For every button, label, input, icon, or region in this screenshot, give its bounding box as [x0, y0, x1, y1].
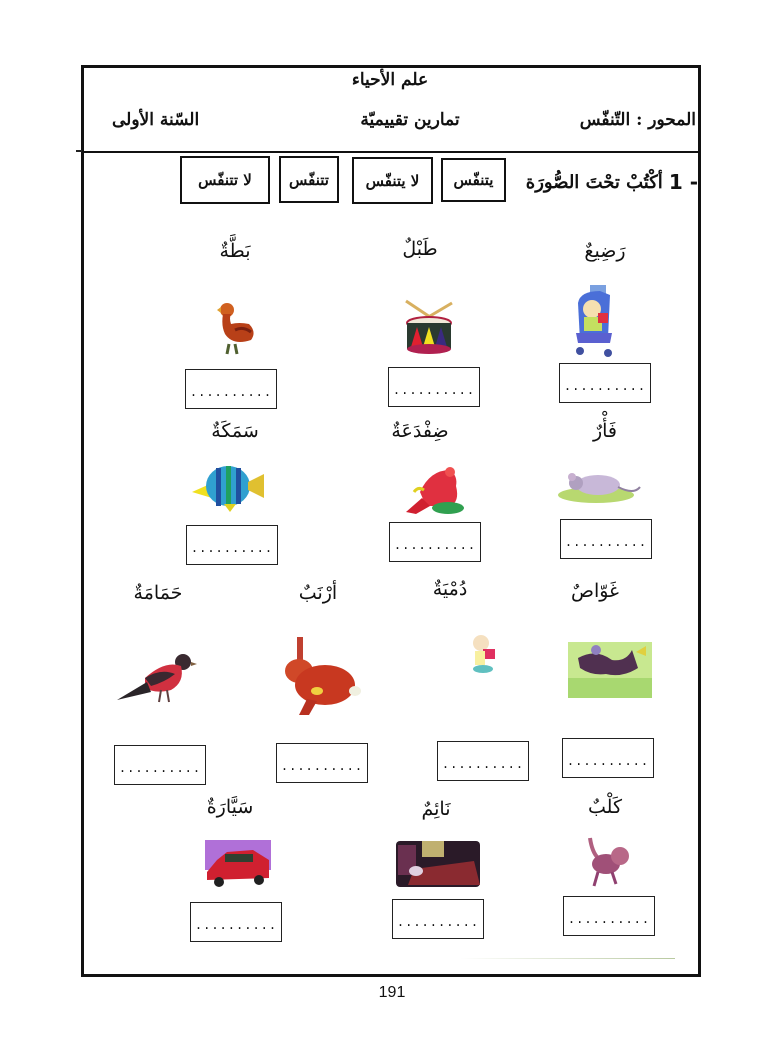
word-dog: كَلْبٌ: [588, 796, 622, 818]
header-divider: [81, 151, 701, 153]
answer-box-mouse[interactable]: ..........: [560, 519, 652, 559]
subject-title: علم الأحياء: [351, 70, 429, 90]
frog-picture: [400, 462, 475, 517]
word-duck: بَطَّةٌ: [219, 240, 251, 262]
answer-box-doll[interactable]: ..........: [437, 741, 529, 781]
page-number: 191: [378, 984, 406, 1001]
drum-picture: [403, 297, 455, 357]
word-rabbit: أرْنَبٌ: [298, 582, 338, 604]
baby-stroller-picture: [570, 283, 620, 358]
answer-box-diver[interactable]: ..........: [562, 738, 654, 778]
answer-box-fish[interactable]: ..........: [186, 525, 278, 565]
answer-box-sleeping[interactable]: ..........: [392, 899, 484, 939]
decorative-line: [460, 958, 675, 959]
answer-box-frog[interactable]: ..........: [389, 522, 481, 562]
rabbit-picture: [277, 633, 362, 718]
answer-box-car[interactable]: ..........: [190, 902, 282, 942]
option-not-breathes-m: لا يتنفّس: [352, 157, 433, 204]
divider-tick: [76, 150, 82, 152]
instruction: [526, 170, 698, 194]
car-picture: [203, 838, 273, 890]
option-not-breathes-f: لا تتنفّس: [180, 156, 270, 204]
instruction-text: أكْتُبْ تحْتَ الصُّورَة: [525, 171, 663, 193]
word-baby: رَضِيعٌ: [584, 240, 626, 262]
duck-picture: [213, 300, 258, 362]
pigeon-picture: [115, 648, 197, 706]
word-drum: طَبْلٌ: [402, 238, 438, 260]
word-diver: غَوّاصٌ: [570, 580, 619, 602]
dog-picture: [582, 832, 632, 890]
word-fish: سَمَكَةٌ: [211, 420, 259, 442]
axis-label: المحور : التّنفّس: [579, 110, 696, 130]
option-breathes-f: تتنفّس: [279, 156, 339, 203]
school-year: السّنة الأولى: [112, 110, 200, 130]
answer-box-baby[interactable]: ..........: [559, 363, 651, 403]
instruction-number: 1 -: [668, 170, 698, 194]
fish-picture: [190, 458, 270, 513]
word-frog: ضِفْدَعَةٌ: [391, 420, 449, 442]
mouse-picture: [556, 465, 646, 505]
sleeping-person-picture: [394, 839, 482, 889]
word-pigeon: حَمَامَةٌ: [133, 582, 183, 604]
exercise-type: تمارين تقييميّة: [360, 110, 460, 130]
answer-box-duck[interactable]: ..........: [185, 369, 277, 409]
option-breathes-m: يتنفّس: [441, 158, 506, 202]
answer-box-dog[interactable]: ..........: [563, 896, 655, 936]
answer-box-pigeon[interactable]: ..........: [114, 745, 206, 785]
word-mouse: فَأْرٌ: [592, 420, 618, 442]
word-doll: دُمْيَةٌ: [432, 578, 468, 600]
answer-box-drum[interactable]: ..........: [388, 367, 480, 407]
word-sleeping: نَائِمٌ: [421, 798, 451, 820]
diver-picture: [566, 638, 654, 700]
word-car: سَيَّارَةٌ: [206, 796, 254, 818]
answer-box-rabbit[interactable]: ..........: [276, 743, 368, 783]
doll-picture: [467, 633, 499, 675]
